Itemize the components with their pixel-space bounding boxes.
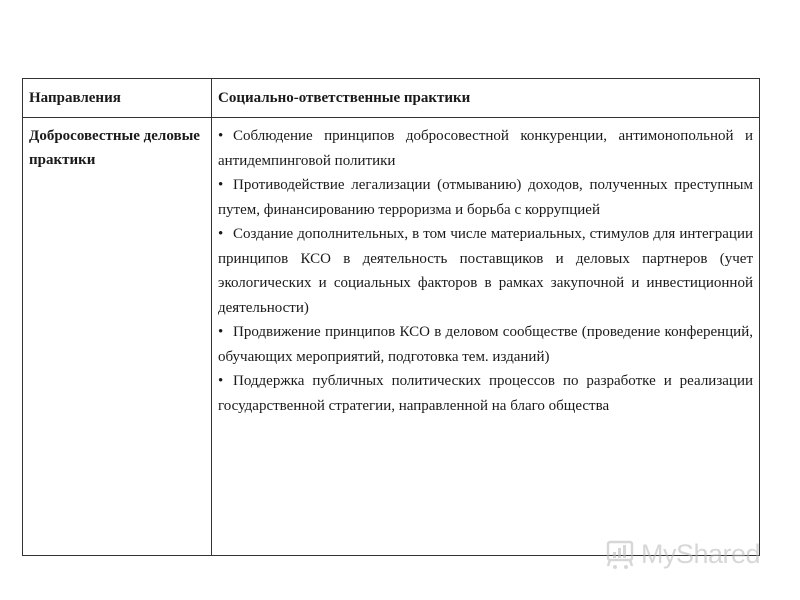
practices-cell [212,118,760,556]
header-directions: Направления [23,79,212,118]
bullet: • [218,373,224,389]
bullet: • [218,226,224,242]
practice-text: Соблюдение принципов добросовестной конкуренции, антимонопольной и антидемпинговой политики [218,128,753,169]
table-row [23,118,760,556]
practice-item [218,320,753,369]
practice-item [218,222,753,320]
practice-item [218,173,753,222]
watermark-text: MyShared [641,538,761,569]
practice-text: Создание дополнительных, в том числе материальных, стимулов для интеграции принципов КСО в деятельность поставщиков и деловых партнеров (учет экологических и социальных факторов в рамках закупочной и инвестиционной деятельности) [218,226,753,316]
bullet: • [218,177,224,193]
practice-text: Продвижение принципов КСО в деловом сообществе (проведение конференций, обучающих мероприятий, подготовка тем. изданий) [218,324,753,365]
practice-text: Противодействие легализации (отмыванию) доходов, полученных преступным путем, финансированию терроризма и борьба с коррупцией [218,177,753,218]
table-header-row [23,79,760,118]
practice-item [218,124,753,173]
bullet: • [218,324,224,340]
practice-item [218,369,753,418]
bullet: • [218,128,224,144]
bar-chart-cart-icon [605,538,637,570]
practices-table [22,78,760,556]
direction-cell: Добросовестные деловые практики [23,118,212,556]
practice-text: Поддержка публичных политических процессов по разработке и реализации государственной стратегии, направленной на благо общества [218,373,753,414]
myshared-watermark [605,538,760,570]
header-practices: Социально-ответственные практики [212,79,760,118]
